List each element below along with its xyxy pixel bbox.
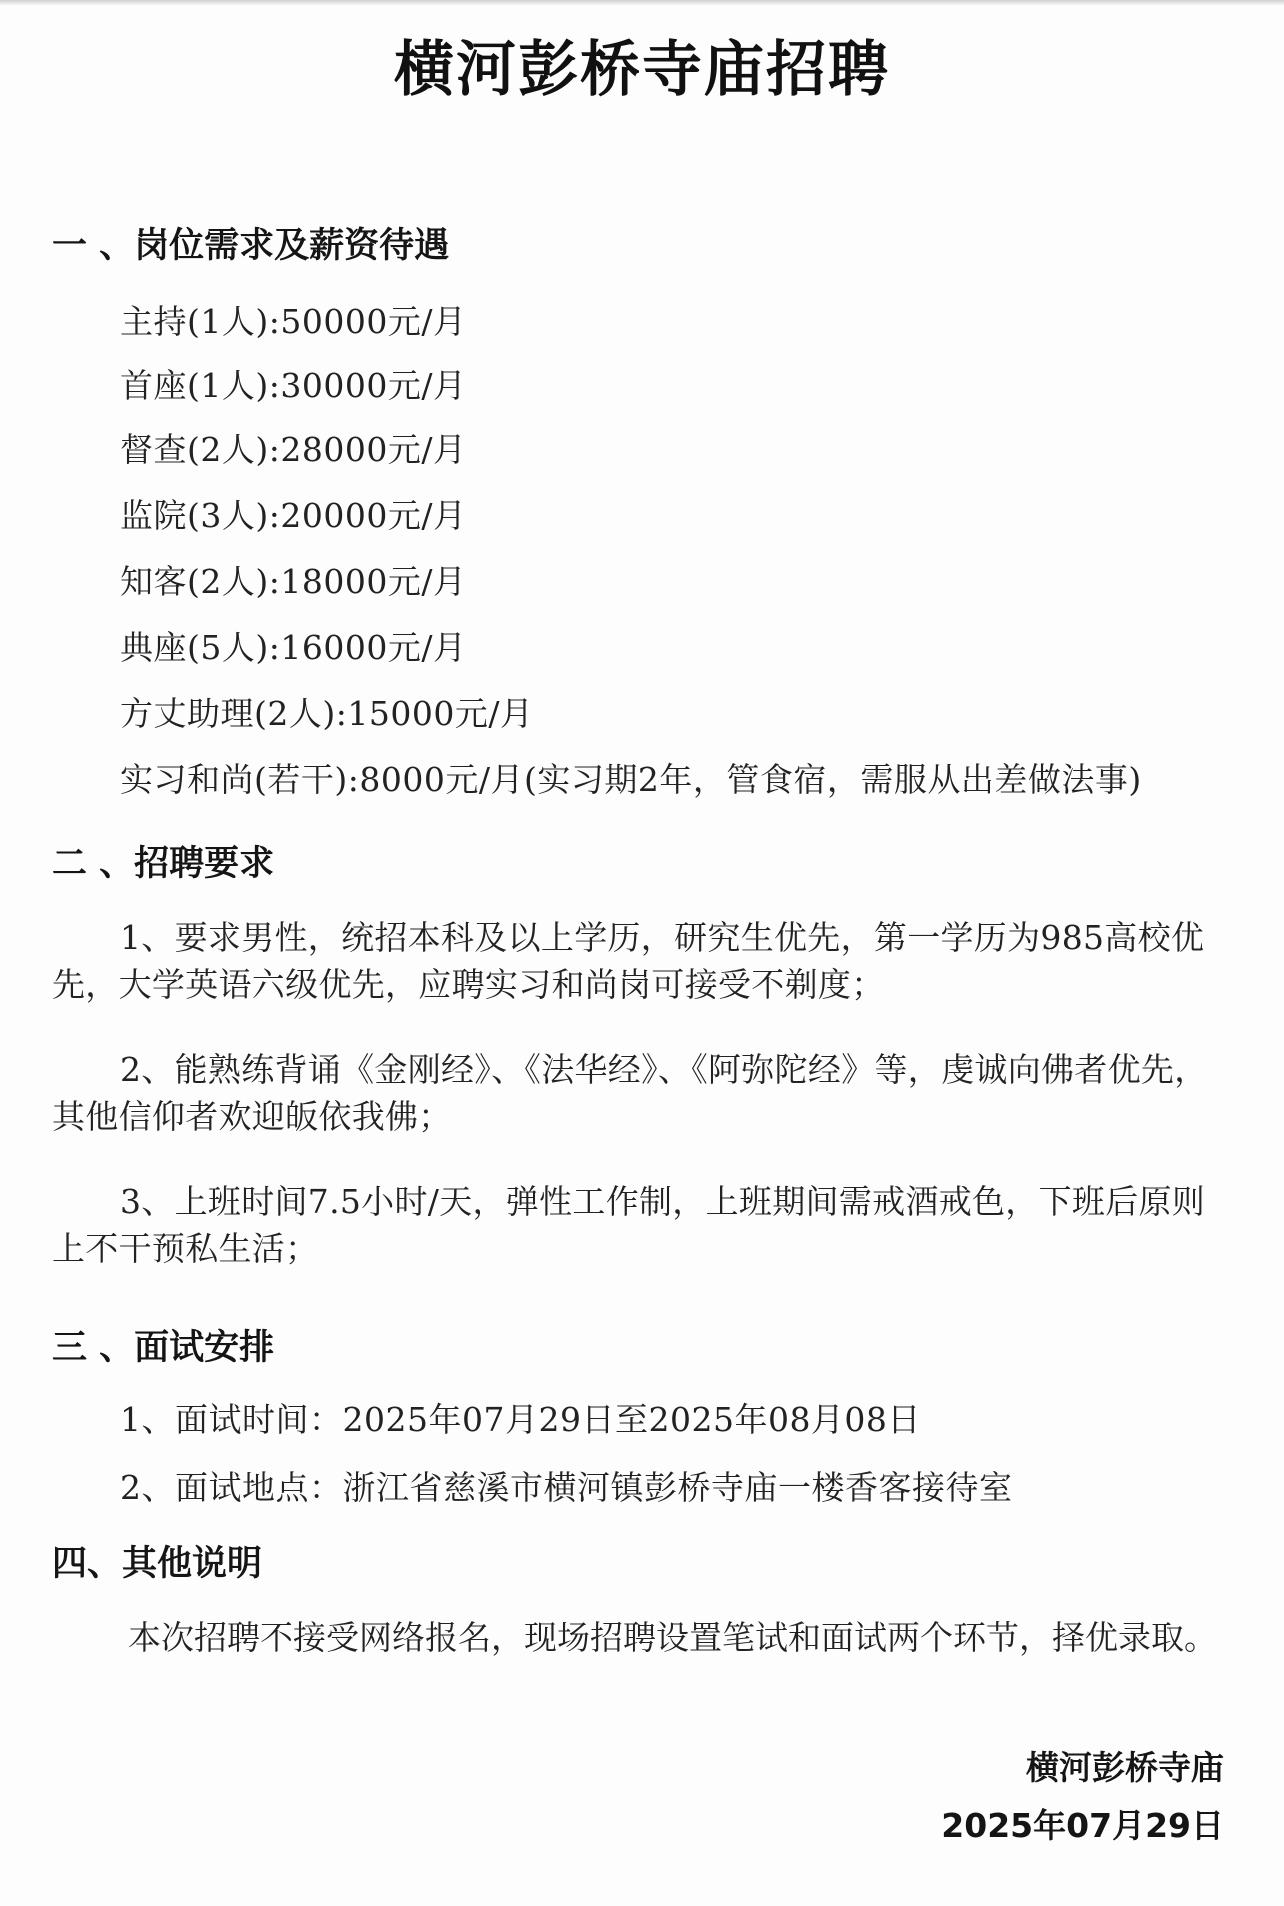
- section-heading-interview: 三 、面试安排: [52, 1328, 275, 1368]
- requirement-item: 2、能熟练背诵《金刚经》、《法华经》、《阿弥陀经》等，虔诚向佛者优先，其他信仰者欢迎皈依我佛；: [52, 1050, 1208, 1136]
- position-item: 督查(2人):28000元/月: [120, 430, 467, 469]
- position-item: 首座(1人):30000元/月: [120, 366, 467, 405]
- interview-time: 1、面试时间：2025年07月29日至2025年08月08日: [120, 1400, 921, 1439]
- page-title: 横河彭桥寺庙招聘: [394, 35, 890, 105]
- section-heading-requirements: 二 、招聘要求: [52, 844, 275, 884]
- requirement-item: 3、上班时间7.5小时/天，弹性工作制，上班期间需戒酒戒色，下班后原则上不干预私生活；: [52, 1182, 1206, 1268]
- position-item: 实习和尚(若干):8000元/月(实习期2年，管食宿，需服从出差做法事): [120, 760, 1142, 799]
- position-item: 方丈助理(2人):15000元/月: [120, 694, 534, 733]
- signature-date: 2025年07月29日: [941, 1806, 1224, 1845]
- top-edge-shadow: [0, 0, 1284, 6]
- position-item: 典座(5人):16000元/月: [120, 628, 467, 667]
- requirement-item: 1、要求男性，统招本科及以上学历，研究生优先，第一学历为985高校优先，大学英语六级优先，应聘实习和尚岗可接受不剃度；: [52, 918, 1205, 1004]
- interview-location: 2、面试地点：浙江省慈溪市横河镇彭桥寺庙一楼香客接待室: [120, 1468, 1013, 1507]
- signature-org: 横河彭桥寺庙: [1026, 1748, 1224, 1787]
- section-heading-positions: 一 、岗位需求及薪资待遇: [52, 226, 450, 266]
- position-item: 主持(1人):50000元/月: [120, 302, 467, 341]
- position-item: 监院(3人):20000元/月: [120, 496, 467, 535]
- position-item: 知客(2人):18000元/月: [120, 562, 467, 601]
- other-note: 本次招聘不接受网络报名，现场招聘设置笔试和面试两个环节，择优录取。: [128, 1618, 1217, 1657]
- section-heading-other: 四、其他说明: [52, 1544, 263, 1584]
